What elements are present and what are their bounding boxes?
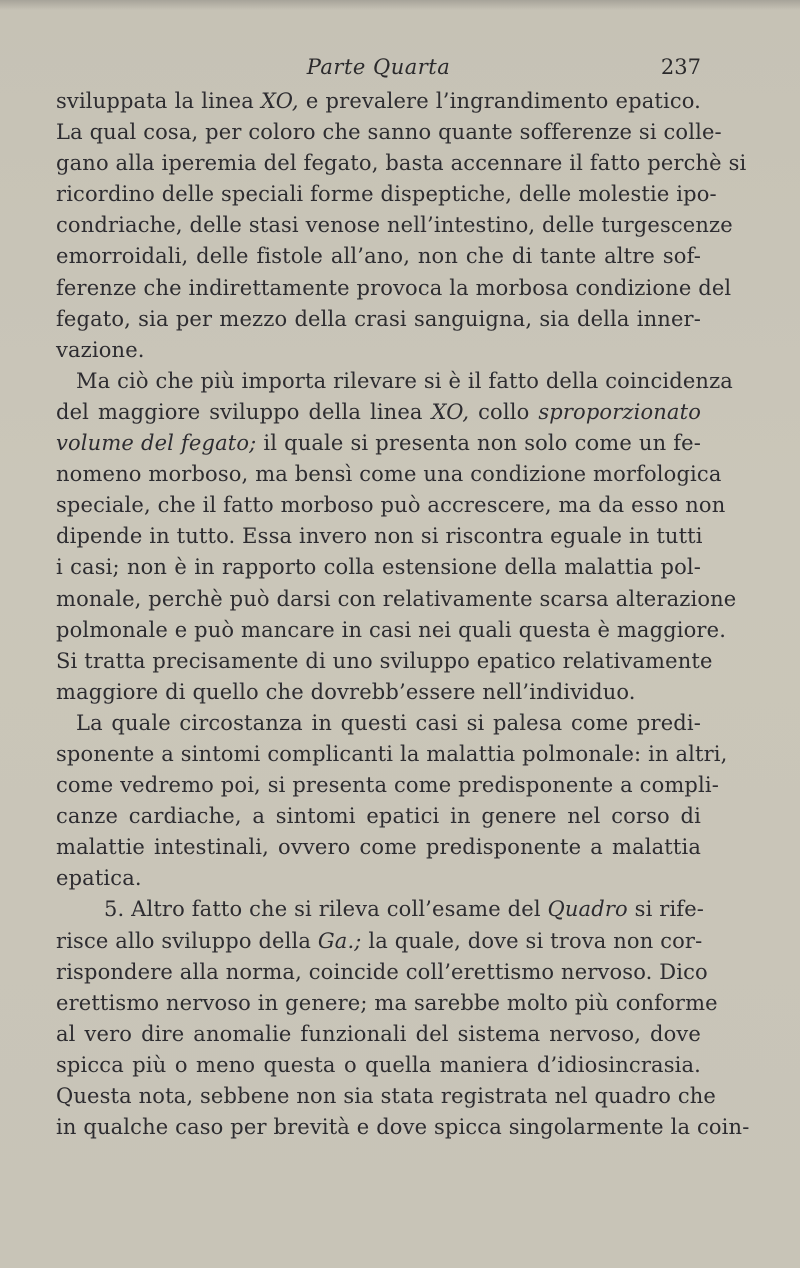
text-line: come vedremo poi, si presenta come predisponente a compli- xyxy=(56,773,720,798)
text-line: malattie intestinali, ovvero come predisponente a malattia xyxy=(56,835,701,860)
text-line: canze cardiache, a sintomi epatici in genere nel corso di xyxy=(56,804,701,829)
text-line: 5. Altro fatto che si rileva coll’esame del Quadro si rife- xyxy=(104,897,705,922)
text-line: ricordino delle speciali forme dispeptiche, delle molestie ipo- xyxy=(56,182,717,207)
text-line: rispondere alla norma, coincide coll’erettismo nervoso. Dico xyxy=(56,959,708,984)
text-line: La quale circostanza in questi casi si palesa come predi- xyxy=(76,710,701,735)
page-number: 237 xyxy=(660,55,701,79)
text-line: i casi; non è in rapporto colla estensione della malattia pol- xyxy=(56,555,701,580)
text-line: emorroidali, delle fistole all’ano, non che di tante altre sof- xyxy=(56,244,701,269)
text-line: del maggiore sviluppo della linea XO, collo sproporzionato xyxy=(56,399,701,424)
text-line: La qual cosa, per coloro che sanno quante sofferenze si colle- xyxy=(56,120,722,145)
page-header xyxy=(56,55,701,85)
text-line: polmonale e può mancare in casi nei quali questa è maggiore. xyxy=(56,617,727,642)
text-line: ferenze che indirettamente provoca la morbosa condizione del xyxy=(56,275,732,300)
text-line: erettismo nervoso in genere; ma sarebbe molto più conforme xyxy=(56,990,718,1015)
text-line: sponente a sintomi complicanti la malattia polmonale: in altri, xyxy=(56,741,728,766)
text-line: epatica. xyxy=(56,866,142,891)
text-line: monale, perchè può darsi con relativamente scarsa alterazione xyxy=(56,586,737,611)
text-line: volume del fegato; il quale si presenta non solo come un fe- xyxy=(56,431,701,456)
text-line: maggiore di quello che dovrebb’essere nell’individuo. xyxy=(56,679,636,704)
text-line: risce allo sviluppo della Ga.; la quale, dove si trova non cor- xyxy=(56,928,703,953)
text-line: vazione. xyxy=(56,337,145,362)
text-line: Questa nota, sebbene non sia stata registrata nel quadro che xyxy=(56,1084,717,1108)
text-line: spicca più o meno questa o quella maniera d’idiosincrasia. xyxy=(56,1052,701,1077)
page-top-shadow xyxy=(0,0,800,10)
text-line: gano alla iperemia del fegato, basta accennare il fatto perchè si xyxy=(56,151,747,176)
text-line: sviluppata la linea XO, e prevalere l’ingrandimento epatico. xyxy=(56,89,701,113)
text-line: fegato, sia per mezzo della crasi sanguigna, sia della inner- xyxy=(56,306,701,331)
text-line: Si tratta precisamente di uno sviluppo epatico relativamente xyxy=(56,648,713,673)
text-line: nomeno morboso, ma bensì come una condizione morfologica xyxy=(56,462,722,487)
text-line: speciale, che il fatto morboso può accrescere, ma da esso non xyxy=(56,493,726,518)
text-line: Ma ciò che più importa rilevare si è il fatto della coincidenza xyxy=(76,368,733,393)
text-line: al vero dire anomalie funzionali del sistema nervoso, dove xyxy=(56,1021,701,1046)
running-head: Parte Quarta xyxy=(306,55,451,79)
text-line: dipende in tutto. Essa invero non si riscontra eguale in tutti xyxy=(56,524,703,549)
text-line: condriache, delle stasi venose nell’intestino, delle turgescenze xyxy=(56,213,733,238)
body-text xyxy=(56,86,750,1143)
text-line: in qualche caso per brevità e dove spicca singolarmente la coin- xyxy=(56,1115,750,1140)
